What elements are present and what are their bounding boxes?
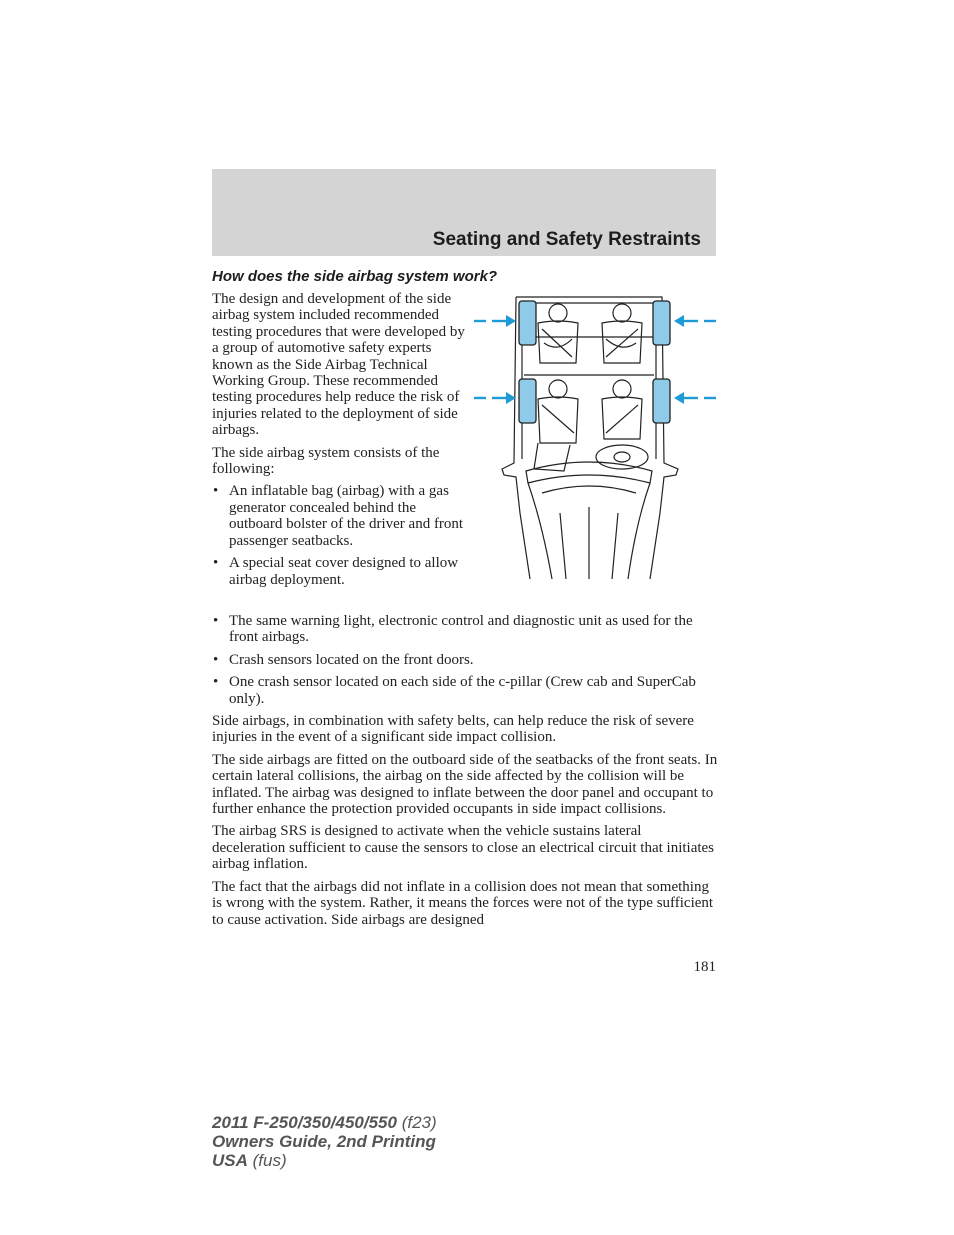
footer-market: USA <box>212 1151 248 1170</box>
body-paragraph: The airbag SRS is designed to activate when the vehicle sustains lateral deceleration sufficient to cause the sensors to close an electrical circuit that initiates airbag inflation. <box>212 823 715 873</box>
list-item: • Crash sensors located on the front doors. <box>212 652 718 668</box>
intro-paragraph: The side airbag system consists of the following: <box>212 444 440 478</box>
list-item: • A special seat cover designed to allow airbag deployment. <box>212 555 466 588</box>
section-heading: How does the side airbag system work? <box>212 268 498 285</box>
body-paragraph: The side airbags are fitted on the outboard side of the seatbacks of the front seats. In certain lateral collisions, the airbag on the side affected by the collision will be inflated. The airbag was designed to inflate between the door panel and occupant to further enhance the protection provided occupants in side impact collisions. <box>212 751 718 818</box>
rear-right-occupant <box>602 304 642 363</box>
full-width-text <box>212 613 718 934</box>
side-airbag-diagram <box>472 293 718 583</box>
airbag-rear-right <box>653 301 670 345</box>
body-paragraph: The fact that the airbags did not inflate in a collision does not mean that something is wrong with the system. Rather, it means the forces were not of the type sufficient to cause activation. Side airbags are designed <box>212 878 714 928</box>
component-list-wide <box>212 613 718 707</box>
narrow-column-text <box>212 291 466 594</box>
rear-left-occupant <box>538 304 578 363</box>
airbag-front-left <box>519 379 536 423</box>
component-list-narrow <box>212 483 466 587</box>
body-paragraph: Side airbags, in combination with safety belts, can help reduce the risk of severe injuries in the event of a significant side impact collision. <box>212 713 694 746</box>
document-footer <box>212 1113 437 1170</box>
dashboard <box>526 462 652 483</box>
footer-model-code: (f23) <box>401 1113 437 1132</box>
footer-edition: Owners Guide, 2nd Printing <box>212 1132 436 1151</box>
steering-wheel <box>596 445 648 469</box>
list-item: • The same warning light, electronic control and diagnostic unit as used for the front airbags. <box>212 613 718 646</box>
impact-arrows <box>474 315 716 404</box>
list-item: • An inflatable bag (airbag) with a gas generator concealed behind the outboard bolster of the driver and front passenger seatbacks. <box>212 483 466 549</box>
airbag-front-right <box>653 379 670 423</box>
front-left-occupant <box>534 380 578 471</box>
side-airbags <box>519 301 670 423</box>
footer-model: 2011 F-250/350/450/550 <box>212 1113 397 1132</box>
footer-market-code: (fus) <box>252 1151 287 1170</box>
front-right-occupant <box>596 380 648 469</box>
header-band <box>212 169 716 256</box>
hood <box>528 483 650 579</box>
airbag-rear-left <box>519 301 536 345</box>
intro-paragraph: The design and development of the side airbag system included recommended testing procedures that were developed by a group of automotive safety experts known as the Side Airbag Technical Working Group. These recommended testing procedures help reduce the risk of injuries related to the deployment of side airbags. <box>212 291 465 439</box>
page-number: 181 <box>693 959 716 975</box>
page-title: Seating and Safety Restraints <box>432 229 701 250</box>
list-item: • One crash sensor located on each side of the c-pillar (Crew cab and SuperCab only). <box>212 674 718 707</box>
